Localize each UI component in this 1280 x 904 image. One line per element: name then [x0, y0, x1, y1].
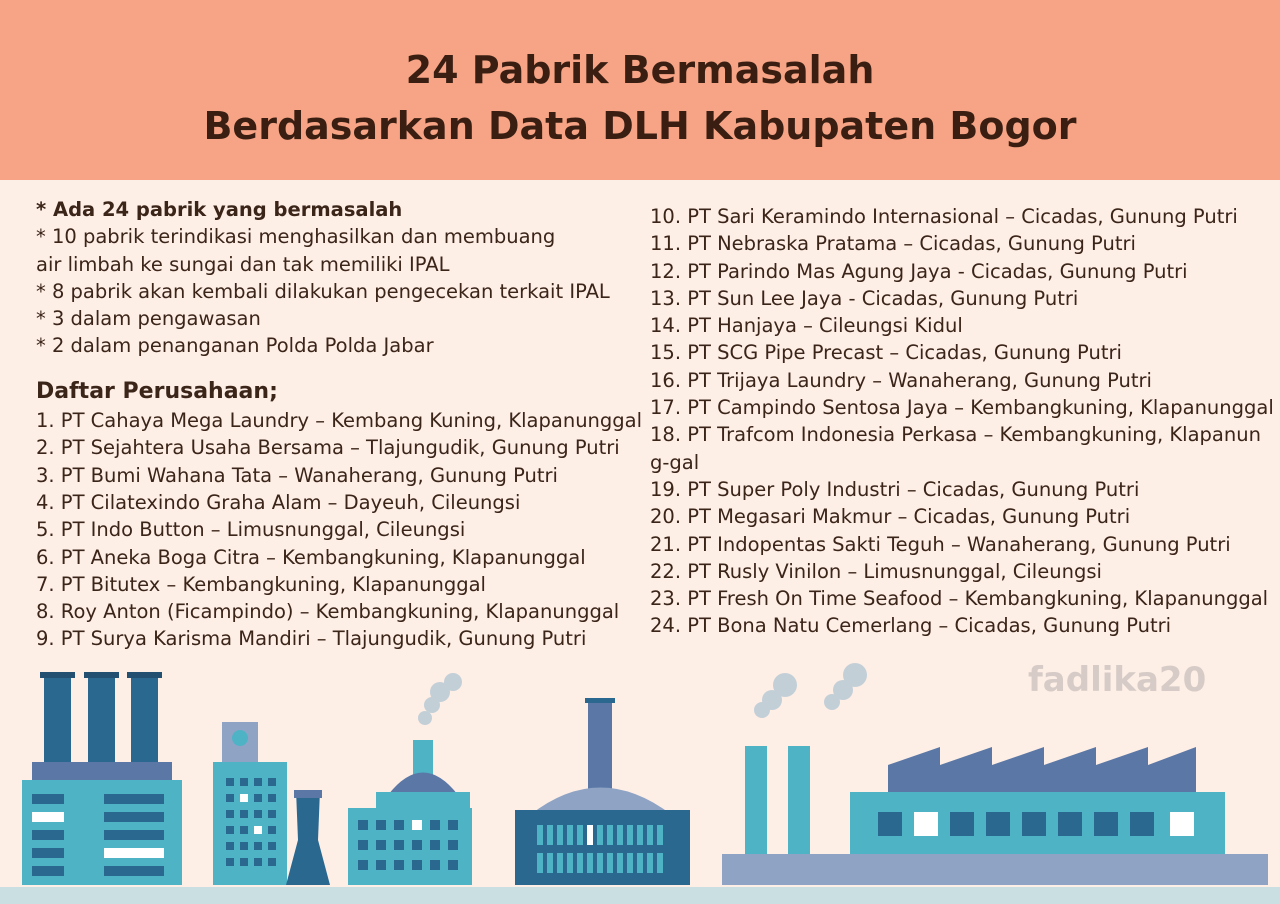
- list-item: 16. PT Trijaya Laundry – Wanaherang, Gunung Putri: [650, 368, 1152, 392]
- list-item: 18. PT Trafcom Indonesia Perkasa – Kembangkuning, Klapanung-gal: [650, 423, 1261, 474]
- company-list-left: [36, 407, 646, 653]
- list-item: 12. PT Parindo Mas Agung Jaya - Cicadas, Gunung Putri: [650, 259, 1188, 283]
- list-item: 20. PT Megasari Makmur – Cicadas, Gunung Putri: [650, 505, 1131, 529]
- list-item: 4. PT Cilatexindo Graha Alam – Dayeuh, Cileungsi: [36, 490, 521, 514]
- list-item: 7. PT Bitutex – Kembangkuning, Klapanunggal: [36, 572, 486, 596]
- list-item: 24. PT Bona Natu Cemerlang – Cicadas, Gunung Putri: [650, 614, 1172, 638]
- note-total: * Ada 24 pabrik yang bermasalah: [36, 198, 403, 221]
- factory-icon: [722, 663, 1268, 885]
- list-item: 21. PT Indopentas Sakti Teguh – Wanaherang, Gunung Putri: [650, 532, 1231, 556]
- list-item: 13. PT Sun Lee Jaya - Cicadas, Gunung Putri: [650, 286, 1079, 310]
- list-item: 1. PT Cahaya Mega Laundry – Kembang Kuning, Klapanunggal: [36, 409, 643, 433]
- left-column: [36, 196, 646, 653]
- ground-strip: [0, 887, 1280, 904]
- list-item: 9. PT Surya Karisma Mandiri – Tlajungudik, Gunung Putri: [36, 627, 587, 651]
- right-column: [650, 203, 1274, 640]
- list-item: 3. PT Bumi Wahana Tata – Wanaherang, Gunung Putri: [36, 463, 558, 487]
- factory-icon: [213, 722, 330, 885]
- note-wastewater: * 10 pabrik terindikasi menghasilkan dan membuang: [36, 225, 556, 249]
- factory-icon: [22, 672, 182, 885]
- list-item: 15. PT SCG Pipe Precast – Cicadas, Gunung Putri: [650, 341, 1122, 365]
- list-item: 2. PT Sejahtera Usaha Bersama – Tlajungudik, Gunung Putri: [36, 436, 620, 460]
- list-item: 11. PT Nebraska Pratama – Cicadas, Gunung Putri: [650, 232, 1136, 256]
- factory-icon: [515, 698, 690, 885]
- list-item: 8. Roy Anton (Ficampindo) – Kembangkuning, Klapanunggal: [36, 600, 620, 624]
- list-item: 23. PT Fresh On Time Seafood – Kembangkuning, Klapanunggal: [650, 587, 1269, 611]
- note-police: * 2 dalam penanganan Polda Polda Jabar: [36, 334, 434, 358]
- watermark: fadlika20: [1028, 660, 1207, 700]
- list-item: 17. PT Campindo Sentosa Jaya – Kembangkuning, Klapanunggal: [650, 396, 1274, 420]
- page-title-line2: Berdasarkan Data DLH Kabupaten Bogor: [203, 104, 1077, 148]
- company-list-heading: Daftar Perusahaan;: [36, 378, 278, 404]
- note-supervision: * 3 dalam pengawasan: [36, 307, 261, 331]
- list-item: 10. PT Sari Keramindo Internasional – Cicadas, Gunung Putri: [650, 205, 1238, 228]
- list-item: 19. PT Super Poly Industri – Cicadas, Gunung Putri: [650, 477, 1140, 501]
- factory-icon: [348, 673, 472, 885]
- list-item: 14. PT Hanjaya – Cileungsi Kidul: [650, 314, 963, 338]
- list-item: 22. PT Rusly Vinilon – Limusnunggal, Cileungsi: [650, 559, 1102, 583]
- note-wastewater-cont: air limbah ke sungai dan tak memiliki IPAL: [36, 252, 450, 276]
- page-title-line1: 24 Pabrik Bermasalah: [405, 48, 875, 92]
- note-recheck: * 8 pabrik akan kembali dilakukan pengecekan terkait IPAL: [36, 279, 610, 303]
- list-item: 5. PT Indo Button – Limusnunggal, Cileungsi: [36, 518, 466, 542]
- list-item: 6. PT Aneka Boga Citra – Kembangkuning, Klapanunggal: [36, 545, 586, 569]
- company-list-right: [650, 203, 1274, 640]
- factory-illustration: [0, 650, 1280, 890]
- header-banner: [0, 0, 1280, 180]
